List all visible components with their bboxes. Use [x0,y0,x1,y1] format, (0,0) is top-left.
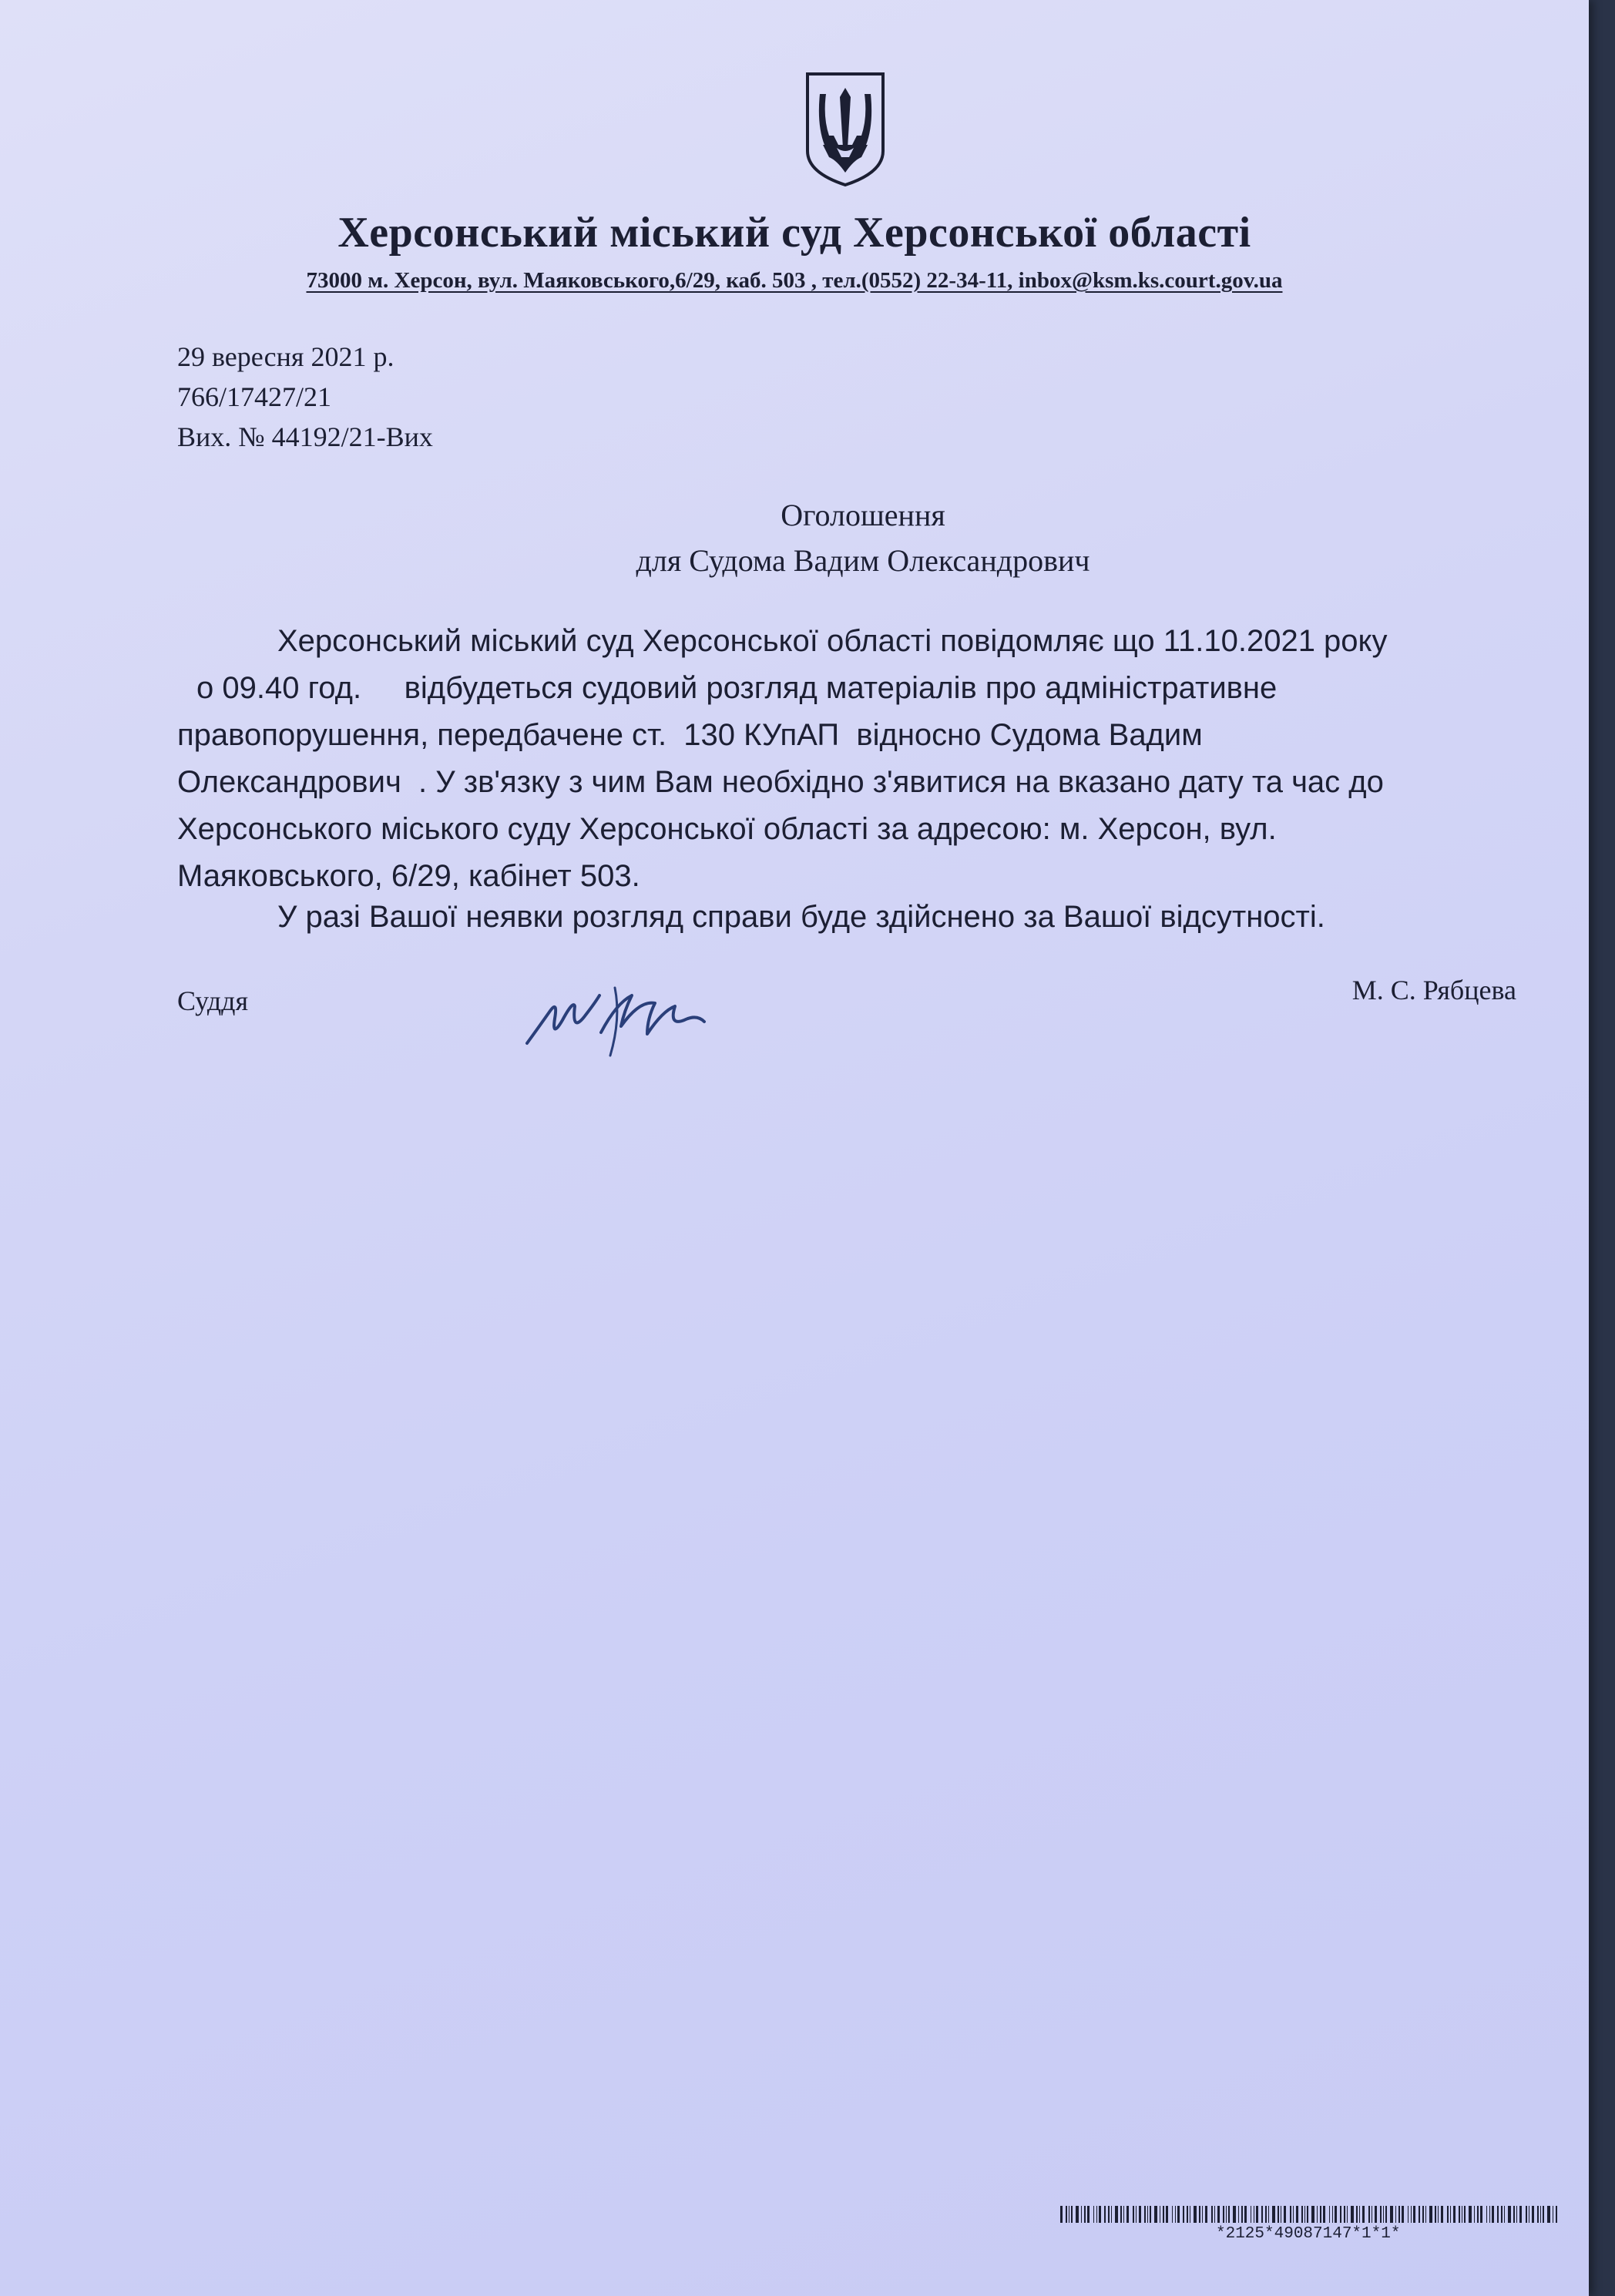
court-address-line: 73000 м. Херсон, вул. Маяковського,6/29, каб. 503 , тел.(0552) 22-34-11, inbox@ksm.ks.court.gov.ua [306,268,1283,293]
body-line: Олександрович . У зв'язку з чим Вам необхідно з'явитися на вказано дату та час до [177,765,1384,799]
announcement-recipient: для Судома Вадим Олександрович [636,543,1090,578]
outgoing-number: Вих. № 44192/21-Вих [177,421,433,452]
announcement-title: Оголошення [781,498,945,532]
handwritten-signature-icon [524,972,740,1072]
body-line: У разі Вашої неявки розгляд справи буде здійснено за Вашої відсутності. [277,900,1325,934]
court-name: Херсонський міський суд Херсонської області [337,209,1251,257]
body-line: Маяковського, 6/29, кабінет 503. [177,859,640,893]
body-line: Херсонський міський суд Херсонської області повідомляє що 11.10.2021 року [277,624,1388,658]
body-line: Херсонського міського суду Херсонської області за адресою: м. Херсон, вул. [177,812,1277,846]
tryzub-coat-of-arms-icon [803,71,888,188]
barcode-icon [1060,2206,1561,2223]
signatory-role: Суддя [177,985,249,1016]
document-date: 29 вересня 2021 р. [177,341,395,372]
signatory-name: М. С. Рябцева [1351,975,1516,1005]
body-line: правопорушення, передбачене ст. 130 КУпАП відносно Судома Вадим [177,718,1203,752]
body-line: о 09.40 год. відбудеться судовий розгляд матеріалів про адміністративне [196,671,1278,705]
barcode-number: *2125*49087147*1*1* [1216,2225,1401,2243]
case-number: 766/17427/21 [177,381,332,412]
